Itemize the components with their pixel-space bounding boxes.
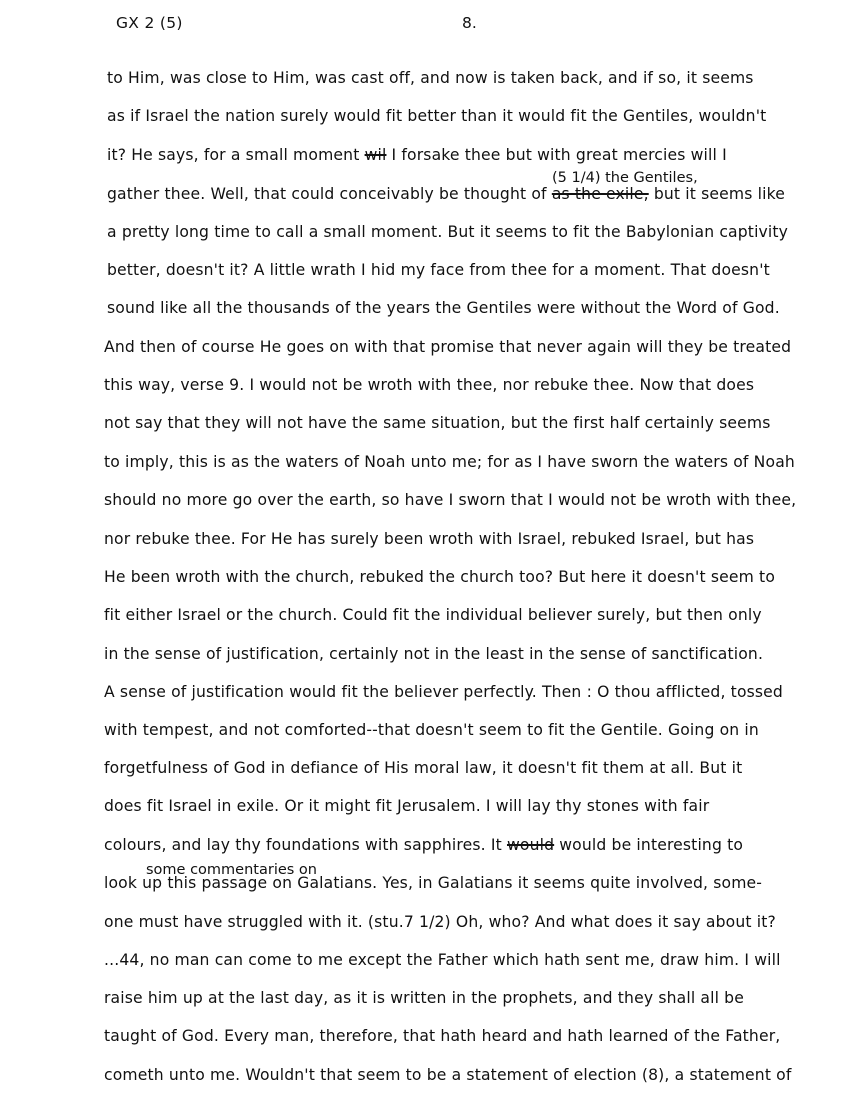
text-line: better, doesn't it? A little wrath I hid my face from thee for a moment. That doesn't (107, 261, 770, 279)
text-line: look up this passage on Galatians. Yes, in Galatians it seems quite involved, some- (104, 874, 763, 892)
text-line: not say that they will not have the same situation, but the first half certainly seems (104, 414, 771, 432)
text-line: A sense of justification would fit the believer perfectly. Then : O thou afflicted, tossed (104, 683, 783, 701)
text-line: nor rebuke thee. For He has surely been wroth with Israel, rebuked Israel, but has (104, 530, 755, 548)
handwritten-insertion: some commentaries on (146, 862, 317, 878)
text-line: cometh unto me. Wouldn't that seem to be a statement of election (8), a statement of (104, 1066, 792, 1084)
text-line: one must have struggled with it. (stu.7 1/2) Oh, who? And what does it say about it? (104, 913, 776, 931)
struck-text: would (506, 836, 555, 854)
text-line: in the sense of justification, certainly not in the least in the sense of sanctification. (104, 645, 764, 663)
text-line: colours, and lay thy foundations with sapphires. It would would be interesting to (104, 836, 744, 854)
text-line: raise him up at the last day, as it is written in the prophets, and they shall all be (104, 989, 744, 1007)
text-line: a pretty long time to call a small moment. But it seems to fit the Babylonian captivity (107, 223, 789, 241)
struck-text: as the exile, (551, 185, 649, 203)
text-line: He been wroth with the church, rebuked the church too? But here it doesn't seem to (104, 568, 776, 586)
text-line: to imply, this is as the waters of Noah unto me; for as I have sworn the waters of Noah (104, 453, 795, 471)
text-line: it? He says, for a small moment wil I forsake thee but with great mercies will I (107, 146, 727, 164)
text-line: fit either Israel or the church. Could fit the individual believer surely, but then only (104, 606, 762, 624)
document-id: GX 2 (5) (116, 14, 183, 32)
text-line: ...44, no man can come to me except the Father which hath sent me, draw him. I will (104, 951, 781, 969)
handwritten-insertion: (5 1/4) the Gentiles, (552, 170, 698, 186)
text-line: to Him, was close to Him, was cast off, and now is taken back, and if so, it seems (107, 69, 754, 87)
text-line: gather thee. Well, that could conceivably be thought of as the exile, but it seems like (107, 185, 785, 203)
text-line: should no more go over the earth, so have I sworn that I would not be wroth with thee, (104, 491, 797, 509)
text-line: as if Israel the nation surely would fit better than it would fit the Gentiles, wouldn't (107, 107, 767, 125)
text-line: taught of God. Every man, therefore, that hath heard and hath learned of the Father, (104, 1027, 781, 1045)
page-number: 8. (462, 14, 477, 32)
text-line: sound like all the thousands of the years the Gentiles were without the Word of God. (107, 299, 780, 317)
text-line: this way, verse 9. I would not be wroth with thee, nor rebuke thee. Now that does (104, 376, 755, 394)
text-line: And then of course He goes on with that promise that never again will they be treated (104, 338, 792, 356)
text-line: does fit Israel in exile. Or it might fit Jerusalem. I will lay thy stones with fair (104, 797, 710, 815)
struck-text: wil (364, 146, 387, 164)
text-line: forgetfulness of God in defiance of His moral law, it doesn't fit them at all. But it (104, 759, 743, 777)
text-line: with tempest, and not comforted--that doesn't seem to fit the Gentile. Going on in (104, 721, 759, 739)
